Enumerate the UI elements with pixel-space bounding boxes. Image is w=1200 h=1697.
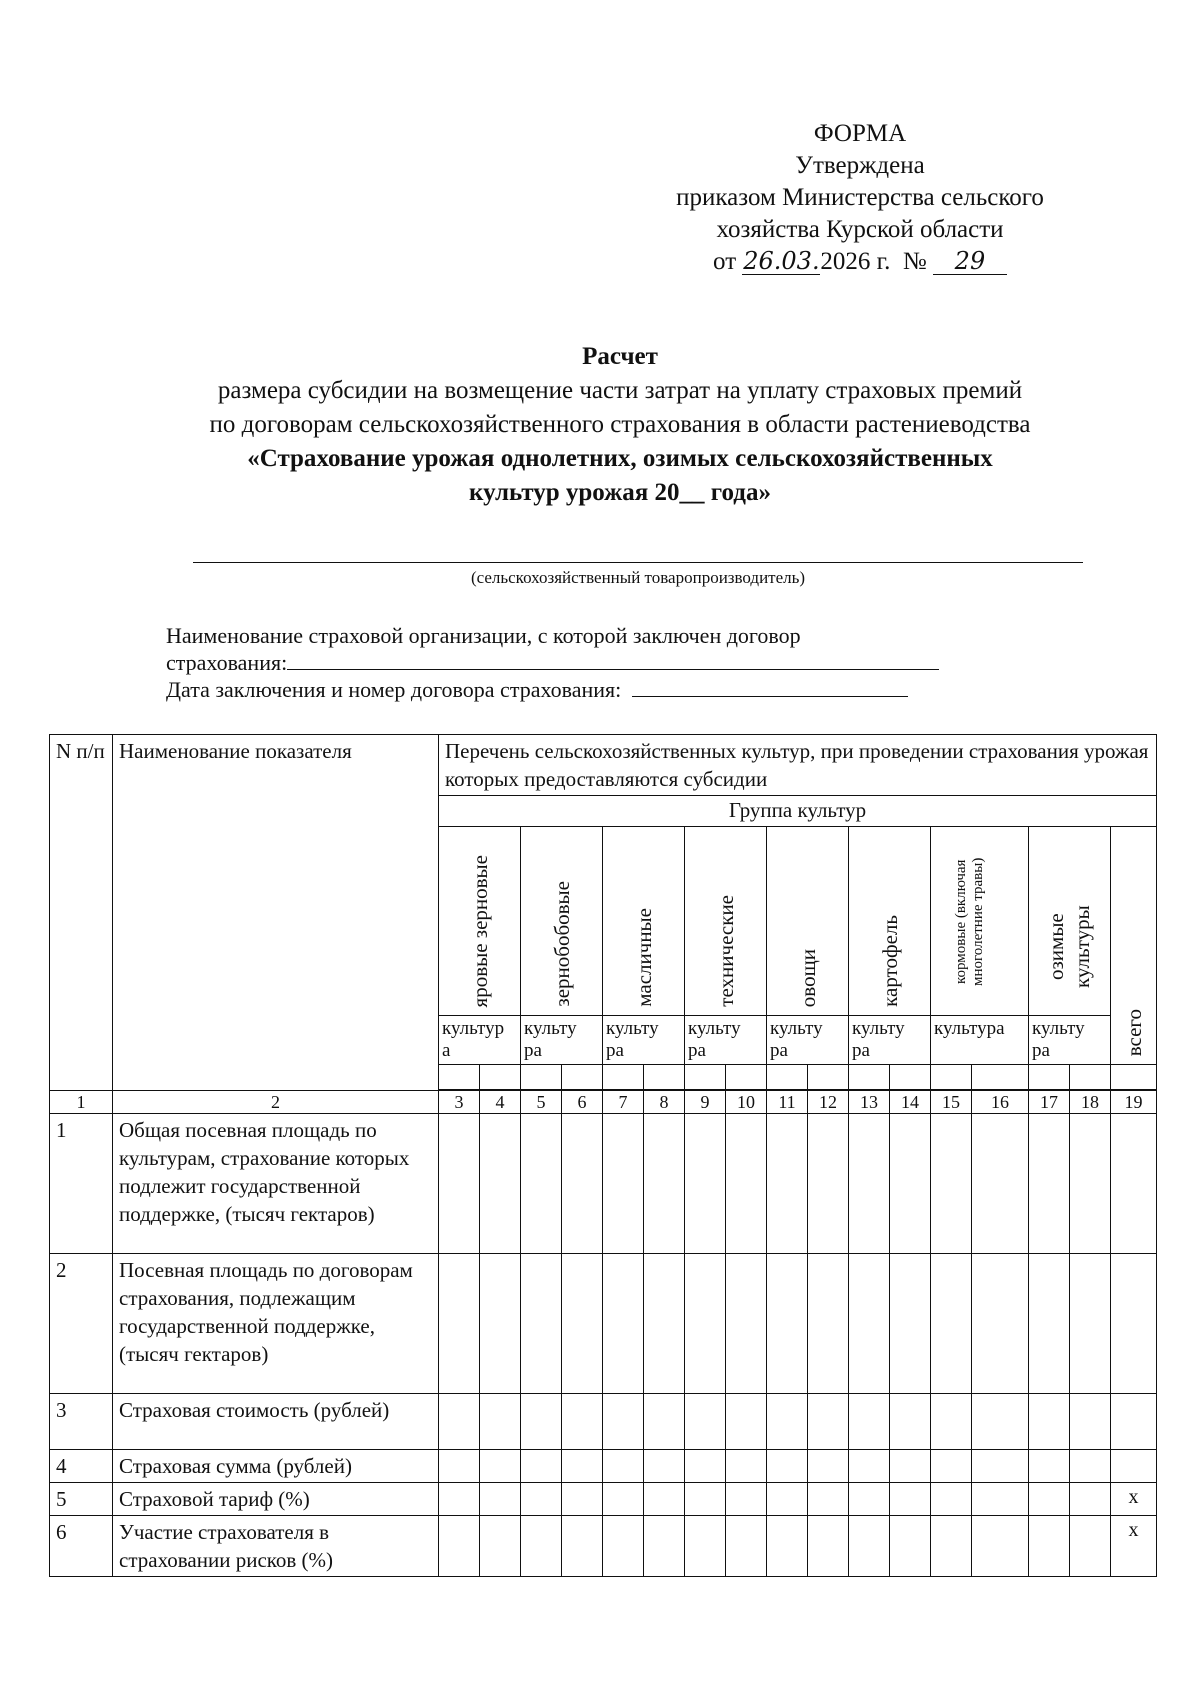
value-cell[interactable] (849, 1114, 890, 1254)
value-cell[interactable] (603, 1394, 644, 1450)
value-cell[interactable] (480, 1254, 521, 1394)
value-cell[interactable] (767, 1394, 808, 1450)
col-number: 12 (808, 1091, 849, 1114)
value-cell[interactable] (1029, 1254, 1070, 1394)
group-legumes: зернобобовые (521, 827, 603, 1016)
value-cell[interactable] (480, 1450, 521, 1483)
date-year: 2026 г. (820, 248, 891, 275)
insurer-label-1: Наименование страховой организации, с которой заключен договор (166, 623, 801, 648)
value-cell[interactable] (808, 1516, 849, 1577)
approved-label: Утверждена (795, 152, 925, 179)
row-number: 1 (50, 1114, 113, 1254)
col-number: 4 (480, 1091, 521, 1114)
handwritten-number: 29 (933, 248, 1007, 275)
value-cell[interactable] (808, 1254, 849, 1394)
value-cell[interactable] (603, 1516, 644, 1577)
col-number: 1 (50, 1091, 113, 1114)
producer-caption: (сельскохозяйственный товаропроизводитель) (470, 568, 806, 587)
column-number-row (50, 1091, 1157, 1114)
value-cell[interactable] (439, 1483, 480, 1516)
value-cell[interactable] (849, 1516, 890, 1577)
value-cell[interactable] (767, 1516, 808, 1577)
col-number: 10 (726, 1091, 767, 1114)
value-cell[interactable] (521, 1394, 562, 1450)
value-cell[interactable] (480, 1483, 521, 1516)
row-label: Страховая стоимость (рублей) (113, 1394, 439, 1450)
value-cell[interactable] (808, 1114, 849, 1254)
sub-cell[interactable] (972, 1065, 1029, 1090)
col-number: 11 (767, 1091, 808, 1114)
value-cell[interactable] (931, 1516, 972, 1577)
value-cell[interactable] (972, 1483, 1029, 1516)
row-number: 2 (50, 1254, 113, 1394)
title-line-1: размера субсидии на возмещение части затрат на уплату страховых премий (217, 377, 1023, 404)
sub-cell[interactable] (685, 1065, 726, 1090)
value-cell[interactable] (685, 1483, 726, 1516)
sub-crop-5: культу ра (767, 1016, 849, 1065)
value-cell[interactable] (726, 1254, 767, 1394)
total-cell[interactable] (1111, 1254, 1157, 1394)
value-cell[interactable] (521, 1254, 562, 1394)
value-cell[interactable] (521, 1114, 562, 1254)
sub-crop-4: культу ра (685, 1016, 767, 1065)
order-line-2: хозяйства Курской области (716, 216, 1004, 243)
col-number: 14 (890, 1091, 931, 1114)
sub-crop-7: культура (931, 1016, 1029, 1065)
value-cell[interactable] (808, 1394, 849, 1450)
sub-cell[interactable] (931, 1065, 972, 1090)
sub-cell[interactable] (603, 1065, 644, 1090)
value-cell[interactable] (439, 1516, 480, 1577)
value-cell[interactable] (972, 1516, 1029, 1577)
sub-cell[interactable] (521, 1065, 562, 1090)
sub-cell[interactable] (644, 1065, 685, 1090)
sub-crop-3: культу ра (603, 1016, 685, 1065)
sub-cell[interactable] (767, 1065, 808, 1090)
table-row (50, 1254, 1157, 1394)
group-oilseeds: масличные (603, 827, 685, 1016)
value-cell[interactable] (726, 1450, 767, 1483)
sub-crop-6: культу ра (849, 1016, 931, 1065)
value-cell[interactable] (767, 1254, 808, 1394)
value-cell[interactable] (1070, 1394, 1111, 1450)
table-row (50, 1483, 1157, 1516)
value-cell[interactable] (644, 1450, 685, 1483)
value-cell[interactable] (562, 1394, 603, 1450)
row-number: 3 (50, 1394, 113, 1450)
value-cell[interactable] (1029, 1394, 1070, 1450)
row-label: Общая посевная площадь по культурам, страхование которых подлежит государственной поддержке, (тысяч гектаров) (113, 1114, 439, 1254)
group-header: Группа культур (439, 796, 1157, 827)
table-row (50, 1114, 1157, 1254)
value-cell[interactable] (767, 1114, 808, 1254)
sub-cell[interactable] (439, 1065, 480, 1090)
group-vegetables: овощи (767, 827, 849, 1016)
sub-cell[interactable] (1111, 1065, 1157, 1090)
value-cell[interactable] (562, 1254, 603, 1394)
title-heading: Расчет (582, 343, 658, 370)
value-cell[interactable] (644, 1114, 685, 1254)
value-cell[interactable] (1070, 1483, 1111, 1516)
value-cell[interactable] (1029, 1516, 1070, 1577)
value-cell[interactable] (439, 1394, 480, 1450)
sub-cell[interactable] (562, 1065, 603, 1090)
value-cell[interactable] (603, 1450, 644, 1483)
contract-date-blank[interactable] (632, 676, 908, 697)
contract-date-label: Дата заключения и номер договора страхования: (166, 677, 622, 702)
col-number: 13 (849, 1091, 890, 1114)
value-cell[interactable] (439, 1450, 480, 1483)
table-row (50, 1394, 1157, 1450)
group-potatoes: картофель (849, 827, 931, 1016)
value-cell[interactable] (521, 1450, 562, 1483)
col-number: 16 (972, 1091, 1029, 1114)
value-cell[interactable] (1029, 1483, 1070, 1516)
group-total: всего (1111, 827, 1157, 1065)
total-cell[interactable]: x (1111, 1483, 1157, 1516)
col-number: 3 (439, 1091, 480, 1114)
title-line-2: по договорам сельскохозяйственного страхования в области растениеводства (209, 411, 1031, 438)
value-cell[interactable] (726, 1114, 767, 1254)
value-cell[interactable] (972, 1254, 1029, 1394)
value-cell[interactable] (726, 1483, 767, 1516)
table-row (50, 1516, 1157, 1577)
col-number: 2 (113, 1091, 439, 1114)
sub-crop-8: культу ра (1029, 1016, 1111, 1065)
sub-cell[interactable] (808, 1065, 849, 1090)
value-cell[interactable] (726, 1516, 767, 1577)
value-cell[interactable] (439, 1114, 480, 1254)
value-cell[interactable] (685, 1114, 726, 1254)
sub-cell[interactable] (1070, 1065, 1111, 1090)
value-cell[interactable] (1070, 1114, 1111, 1254)
value-cell[interactable] (521, 1483, 562, 1516)
value-cell[interactable] (1029, 1114, 1070, 1254)
contract-fields (166, 623, 1106, 703)
value-cell[interactable] (603, 1114, 644, 1254)
row-number: 5 (50, 1483, 113, 1516)
value-cell[interactable] (849, 1483, 890, 1516)
value-cell[interactable] (1070, 1254, 1111, 1394)
group-winter: озимые культуры (1029, 827, 1111, 1016)
value-cell[interactable] (562, 1483, 603, 1516)
document-title (150, 340, 1090, 510)
row-label: Участие страхователя в страховании рисков (%) (113, 1516, 439, 1577)
value-cell[interactable] (972, 1114, 1029, 1254)
handwritten-date: 26.03. (743, 247, 820, 275)
sub-crop-2: культу ра (521, 1016, 603, 1065)
total-cell[interactable] (1111, 1394, 1157, 1450)
row-number: 6 (50, 1516, 113, 1577)
value-cell[interactable] (521, 1516, 562, 1577)
row-label: Страховой тариф (%) (113, 1483, 439, 1516)
producer-input-line[interactable] (193, 562, 1083, 563)
value-cell[interactable] (480, 1114, 521, 1254)
value-cell[interactable] (644, 1254, 685, 1394)
order-date-line (620, 246, 1100, 278)
sub-cell[interactable] (480, 1065, 521, 1090)
group-technical: технические (685, 827, 767, 1016)
total-cell[interactable] (1111, 1450, 1157, 1483)
value-cell[interactable] (849, 1254, 890, 1394)
row-number: 4 (50, 1450, 113, 1483)
sub-crop-1: культур а (439, 1016, 521, 1065)
title-line-4: культур урожая 20__ года» (469, 479, 771, 506)
value-cell[interactable] (726, 1394, 767, 1450)
col-number: 15 (931, 1091, 972, 1114)
col-number: 9 (685, 1091, 726, 1114)
value-cell[interactable] (972, 1450, 1029, 1483)
value-cell[interactable] (808, 1450, 849, 1483)
value-cell[interactable] (849, 1394, 890, 1450)
value-cell[interactable] (767, 1483, 808, 1516)
col-number: 17 (1029, 1091, 1070, 1114)
value-cell[interactable] (562, 1516, 603, 1577)
value-cell[interactable] (603, 1483, 644, 1516)
value-cell[interactable] (480, 1394, 521, 1450)
value-cell[interactable] (685, 1516, 726, 1577)
value-cell[interactable] (931, 1394, 972, 1450)
value-cell[interactable] (1029, 1450, 1070, 1483)
value-cell[interactable] (849, 1450, 890, 1483)
date-prefix: от (713, 248, 737, 275)
row-label: Страховая сумма (рублей) (113, 1450, 439, 1483)
value-cell[interactable] (562, 1114, 603, 1254)
value-cell[interactable] (685, 1394, 726, 1450)
value-cell[interactable] (685, 1254, 726, 1394)
number-sign: № (902, 248, 927, 275)
insurer-blank[interactable] (287, 649, 939, 670)
value-cell[interactable] (890, 1114, 931, 1254)
value-cell[interactable] (972, 1394, 1029, 1450)
col-header-indicator: Наименование показателя (113, 735, 439, 1091)
value-cell[interactable] (808, 1483, 849, 1516)
group-fodder: кормовые (включая многолетние травы) (931, 827, 1029, 1016)
value-cell[interactable] (890, 1450, 931, 1483)
value-cell[interactable] (685, 1450, 726, 1483)
value-cell[interactable] (931, 1483, 972, 1516)
value-cell[interactable] (562, 1450, 603, 1483)
insurer-label-2: страхования: (166, 650, 288, 675)
value-cell[interactable] (767, 1450, 808, 1483)
value-cell[interactable] (439, 1254, 480, 1394)
col-number: 8 (644, 1091, 685, 1114)
crops-header: Перечень сельскохозяйственных культур, при проведении страхования урожая которых предоставляются субсидии (439, 735, 1157, 796)
value-cell[interactable] (1070, 1516, 1111, 1577)
value-cell[interactable] (931, 1450, 972, 1483)
col-number: 18 (1070, 1091, 1111, 1114)
col-number: 19 (1111, 1091, 1157, 1114)
sub-cell[interactable] (726, 1065, 767, 1090)
value-cell[interactable] (644, 1483, 685, 1516)
value-cell[interactable] (1070, 1450, 1111, 1483)
subsidy-table (49, 734, 1157, 1577)
form-label: ФОРМА (813, 120, 907, 147)
value-cell[interactable] (931, 1114, 972, 1254)
col-number: 7 (603, 1091, 644, 1114)
value-cell[interactable] (480, 1516, 521, 1577)
row-label: Посевная площадь по договорам страхования, подлежащим государственной поддержке, (тысяч гектаров) (113, 1254, 439, 1394)
group-spring-grains: яровые зерновые (439, 827, 521, 1016)
approval-block (620, 118, 1100, 278)
value-cell[interactable] (644, 1516, 685, 1577)
title-line-3: «Страхование урожая однолетних, озимых сельскохозяйственных (247, 445, 993, 472)
value-cell[interactable] (603, 1254, 644, 1394)
value-cell[interactable] (890, 1516, 931, 1577)
table-row (50, 1450, 1157, 1483)
total-cell[interactable] (1111, 1114, 1157, 1254)
value-cell[interactable] (890, 1394, 931, 1450)
sub-cell[interactable] (890, 1065, 931, 1090)
col-number: 5 (521, 1091, 562, 1114)
value-cell[interactable] (890, 1483, 931, 1516)
col-number: 6 (562, 1091, 603, 1114)
value-cell[interactable] (931, 1254, 972, 1394)
sub-cell[interactable] (1029, 1065, 1070, 1090)
total-cell[interactable]: x (1111, 1516, 1157, 1577)
value-cell[interactable] (890, 1254, 931, 1394)
sub-cell[interactable] (849, 1065, 890, 1090)
value-cell[interactable] (644, 1394, 685, 1450)
order-line-1: приказом Министерства сельского (676, 184, 1044, 211)
col-header-n: N п/п (50, 735, 113, 1091)
